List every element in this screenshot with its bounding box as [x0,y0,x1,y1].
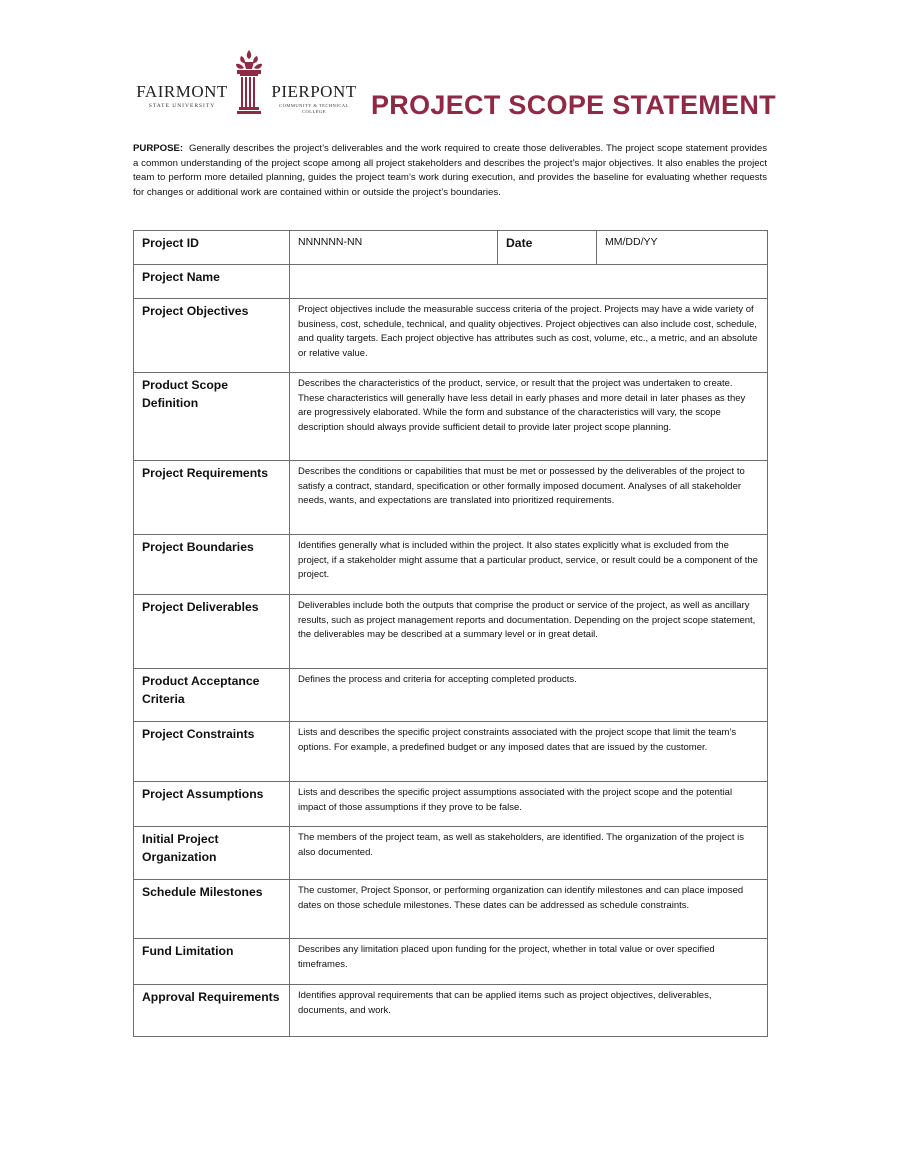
project-id-field[interactable]: NNNNNN-NN [290,231,498,265]
column-emblem-icon [232,50,266,118]
table-row-project-name [134,265,768,299]
row-description[interactable]: Lists and describes the specific project assumptions associated with the project scope and the potential impact of those assumptions if they prove to be false. [290,782,768,827]
row-label: Initial Project Organization [134,827,290,880]
project-id-label: Project ID [134,231,290,265]
table-row [134,595,768,669]
row-description[interactable]: Describes the conditions or capabilities that must be met or possessed by the deliverables of the project to satisfy a contract, standard, specification or other formally imposed document. Analyses of all stakeholder needs, wants, and expectations are translated into prioritized requirements. [290,461,768,535]
table-row [134,880,768,939]
table-row [134,373,768,461]
table-row-project-id [134,231,768,265]
table-row [134,461,768,535]
row-label: Project Requirements [134,461,290,535]
logo-right-name: PIERPONT [271,82,357,101]
row-label: Product Acceptance Criteria [134,669,290,722]
row-label: Project Objectives [134,299,290,373]
row-label: Schedule Milestones [134,880,290,939]
row-label: Project Assumptions [134,782,290,827]
logo-right-sub: COMMUNITY & TECHNICAL COLLEGE [279,103,349,114]
table-row [134,939,768,985]
document-title: PROJECT SCOPE STATEMENT [371,90,776,120]
logo-left-text [132,82,232,109]
table-row [134,782,768,827]
row-label: Approval Requirements [134,985,290,1037]
row-description[interactable]: Describes the characteristics of the product, service, or result that the project was undertaken to create. These characteristics will generally have less detail in early phases and more detail in later phases as they are progressively elaborated. While the form and substance of the characteristics will vary, the scope description should always provide sufficient detail to provide later project scope planning. [290,373,768,461]
row-label: Project Constraints [134,722,290,782]
row-label: Product Scope Definition [134,373,290,461]
scope-table [133,230,768,1037]
project-name-field[interactable] [290,265,768,299]
row-label: Project Boundaries [134,535,290,595]
purpose-paragraph [133,142,767,200]
logo-right-text [267,82,361,115]
row-description[interactable]: Project objectives include the measurable success criteria of the project. Projects may have a wide variety of business, cost, schedule, technical, and quality objectives. Project objectives can also include cost, schedule, and quality targets. Each project objective has attributes such as cost, volume, etc., a metric, and an absolute or relative value. [290,299,768,373]
table-row [134,299,768,373]
table-row [134,535,768,595]
row-description[interactable]: The customer, Project Sponsor, or performing organization can identify milestones and can place imposed dates on those schedule milestones. These dates can be addressed as schedule constraints. [290,880,768,939]
logo-left-name: FAIRMONT [136,82,228,101]
row-description[interactable]: Defines the process and criteria for accepting completed products. [290,669,768,722]
project-name-label: Project Name [134,265,290,299]
table-row [134,827,768,880]
row-description[interactable]: Describes any limitation placed upon funding for the project, whether in total value or over specified timeframes. [290,939,768,985]
row-description[interactable]: Identifies approval requirements that can be applied items such as project objectives, deliverables, documents, and work. [290,985,768,1037]
purpose-label: PURPOSE: [133,143,184,154]
row-label: Fund Limitation [134,939,290,985]
purpose-text: Generally describes the project’s deliverables and the work required to create those deliverables. The project scope statement provides a common understanding of the project scope among all project stakeholders and describes the project’s major objectives. It also enables the project team to perform more detailed planning, guides the project team’s work during execution, and provides the baseline for evaluating whether requests for changes or additional work are contained within or outside the project’s boundaries. [133,143,767,198]
row-description[interactable]: Identifies generally what is included within the project. It also states explicitly what is excluded from the project, if a stakeholder might assume that a particular product, service, or result could be a component of the project. [290,535,768,595]
university-logo [130,50,365,122]
table-row [134,985,768,1037]
date-label: Date [498,231,597,265]
row-description[interactable]: The members of the project team, as well as stakeholders, are identified. The organization of the project is also documented. [290,827,768,880]
row-description[interactable]: Deliverables include both the outputs that comprise the product or service of the project, as well as ancillary results, such as project management reports and documentation. Depending on the project scope statement, the deliverables may be described at a summary level or in great detail. [290,595,768,669]
logo-left-sub: STATE UNIVERSITY [148,103,216,109]
date-field[interactable]: MM/DD/YY [597,231,768,265]
row-label: Project Deliverables [134,595,290,669]
table-row [134,669,768,722]
row-description[interactable]: Lists and describes the specific project constraints associated with the project scope that limit the team’s options. For example, a predefined budget or any imposed dates that are issued by the customer. [290,722,768,782]
table-row [134,722,768,782]
